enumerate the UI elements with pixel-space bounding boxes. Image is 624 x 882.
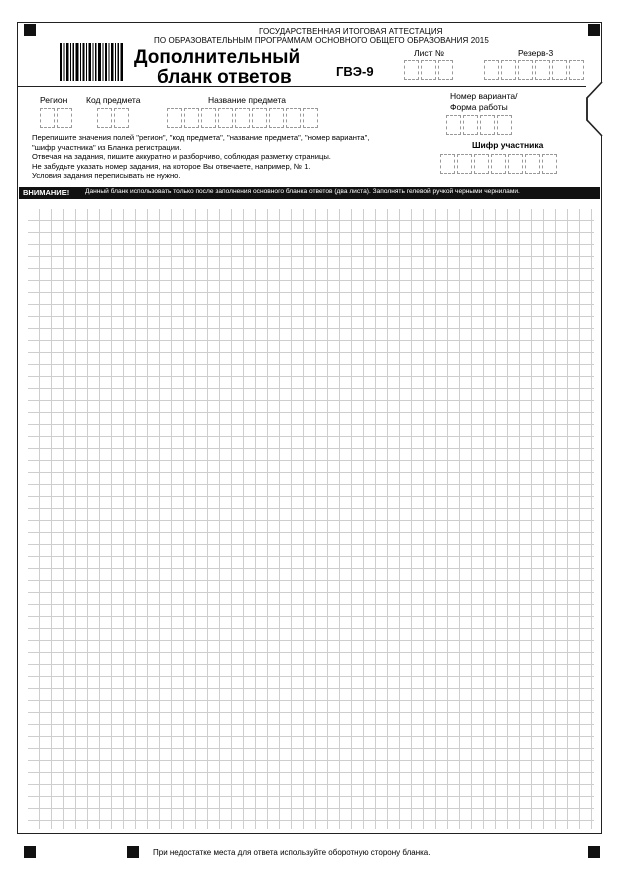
header-divider	[17, 86, 586, 87]
variant-box[interactable]	[497, 115, 512, 135]
corner-marker-bottom-right	[588, 846, 600, 858]
variant-label-line-2: Форма работы	[450, 102, 508, 112]
header-line-1: ГОСУДАРСТВЕННАЯ ИТОГОВАЯ АТТЕСТАЦИЯ	[259, 27, 443, 36]
instruction-line: Отвечая на задания, пишите аккуратно и разборчиво, соблюдая разметку страницы.	[32, 152, 331, 161]
variant-box[interactable]	[463, 115, 478, 135]
warning-label: ВНИМАНИЕ!	[23, 188, 70, 197]
region-box[interactable]	[40, 108, 55, 128]
header-line-2: ПО ОБРАЗОВАТЕЛЬНЫМ ПРОГРАММАМ ОСНОВНОГО ОБЩЕГО ОБРАЗОВАНИЯ 2015	[154, 36, 489, 45]
participant-code-box[interactable]	[440, 154, 455, 174]
form-title-line-1: Дополнительный	[134, 47, 301, 68]
warning-bar	[19, 187, 600, 199]
region-boxes[interactable]	[40, 108, 72, 128]
region-box[interactable]	[57, 108, 72, 128]
subject-name-box[interactable]	[184, 108, 199, 128]
subject-name-box[interactable]	[235, 108, 250, 128]
instruction-line: Перепишите значения полей "регион", "код предмета", "название предмета", "номер варианта",	[32, 133, 370, 142]
variant-label-line-1: Номер варианта/	[450, 91, 518, 101]
participant-code-box[interactable]	[457, 154, 472, 174]
warning-text: Данный бланк использовать только после заполнения основного бланка ответов (два листа). Заполнять гелевой ручкой черными чернилами.	[85, 188, 520, 195]
region-label: Регион	[40, 95, 68, 105]
subject-name-box[interactable]	[218, 108, 233, 128]
variant-box[interactable]	[480, 115, 495, 135]
participant-code-box[interactable]	[491, 154, 506, 174]
subject-name-box[interactable]	[303, 108, 318, 128]
sheet-number-label: Лист №	[414, 48, 444, 58]
bottom-marker-center	[127, 846, 139, 858]
reserve-box	[552, 60, 567, 80]
form-title-line-2: бланк ответов	[157, 67, 292, 88]
subject-name-boxes[interactable]	[167, 108, 318, 128]
reserve-box	[501, 60, 516, 80]
participant-code-box[interactable]	[474, 154, 489, 174]
variant-box[interactable]	[446, 115, 461, 135]
subject-name-box[interactable]	[252, 108, 267, 128]
reserve-box	[535, 60, 550, 80]
sheet-number-boxes[interactable]	[404, 60, 453, 80]
instruction-line: Условия задания переписывать не нужно.	[32, 171, 181, 180]
reserve-boxes	[484, 60, 584, 80]
corner-marker-bottom-left	[24, 846, 36, 858]
answer-grid[interactable]	[28, 209, 594, 829]
sheet-number-box[interactable]	[404, 60, 419, 80]
reserve-label: Резерв-3	[518, 48, 554, 58]
participant-code-box[interactable]	[542, 154, 557, 174]
instruction-line: "шифр участника" из Бланка регистрации.	[32, 142, 182, 152]
participant-code-boxes[interactable]	[440, 154, 557, 174]
subject-name-box[interactable]	[286, 108, 301, 128]
subject-code-box[interactable]	[114, 108, 129, 128]
reserve-box	[484, 60, 499, 80]
subject-code-label: Код предмета	[86, 95, 141, 105]
reserve-box	[569, 60, 584, 80]
reserve-box	[518, 60, 533, 80]
participant-code-box[interactable]	[508, 154, 523, 174]
subject-name-box[interactable]	[201, 108, 216, 128]
subject-name-box[interactable]	[269, 108, 284, 128]
subject-code-boxes[interactable]	[97, 108, 129, 128]
subject-name-label: Название предмета	[208, 95, 286, 105]
instruction-line: Не забудьте указать номер задания, на которое Вы отвечаете, например, № 1.	[32, 161, 311, 171]
form-code: ГВЭ-9	[336, 64, 374, 79]
footer-note: При недостатке места для ответа используйте оборотную сторону бланка.	[153, 848, 431, 857]
participant-code-label: Шифр участника	[472, 140, 544, 150]
subject-code-box[interactable]	[97, 108, 112, 128]
frame-notch	[560, 82, 604, 138]
subject-name-box[interactable]	[167, 108, 182, 128]
participant-code-box[interactable]	[525, 154, 540, 174]
sheet-number-box[interactable]	[421, 60, 436, 80]
sheet-number-box[interactable]	[438, 60, 453, 80]
variant-boxes[interactable]	[446, 115, 512, 135]
barcode	[60, 43, 124, 81]
